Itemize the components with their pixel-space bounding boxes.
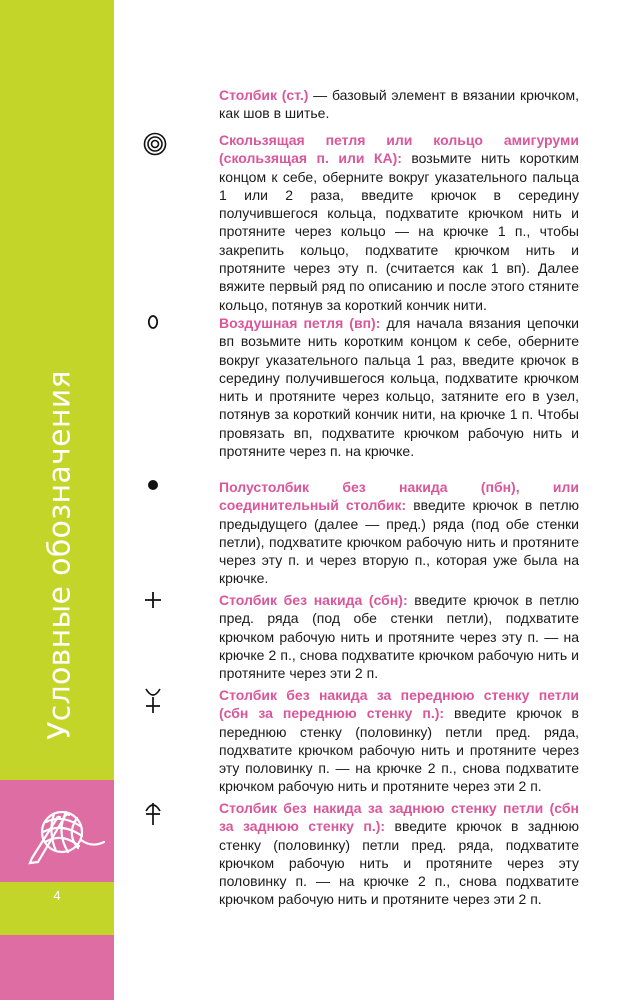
entry-text: введите крючок в заднюю стенку (половинку) петли пред. ряда, подхватите крючком рабочую нить и протяните через эту половинку п. — на крючке 2 п., снова подхватите крючком рабочую нить и протяните через эти 2 п.	[219, 818, 579, 908]
chain-stitch-symbol-icon	[146, 314, 160, 330]
legend-entry-chain-stitch	[219, 314, 579, 460]
magic-ring-symbol-icon	[142, 131, 168, 157]
entry-term: Столбик без накида за переднюю стенку петли (сбн за переднюю стенку п.):	[219, 687, 579, 722]
entry-text: введите крючок в переднюю стенку (половинку) петли пред. ряда, подхватите крючком рабочую нить и протяните через эту половинку п. — на крючке 2 п., снова подхватите крючком рабочую нить и протяните через эти 2 п.	[219, 705, 579, 795]
legend-entry-magic-ring	[219, 131, 579, 314]
sidebar-bottom-band	[0, 935, 114, 1000]
legend-entry-back-loop-sc	[219, 799, 579, 909]
entry-term: Скользящая петля или кольцо амигуруми (скользящая п. или КА):	[219, 132, 579, 167]
entry-text: возьмите нить коротким концом к себе, оберните вокруг указательного пальца 1 или 2 раза, введите крючок в середину получившегося кольца, подхватите крючком нить и протяните через кольцо — на крючке 1 п., чтобы закрепить кольцо, подхватите крючком нить и протяните через эту п. (считается как 1 вп). Далее вяжите первый ряд по описанию и после этого стяните кольцо, потянув за короткий кончик нити.	[219, 150, 579, 313]
legend-entry-slip-stitch	[219, 478, 579, 588]
entry-text: для начала вязания цепочки вп возьмите нить коротким концом к себе, оберните вокруг указательного пальца 1 раз, введите крючок в середину получившегося кольца, подхватите крючком нить и протяните через кольцо, затяните его в узел, потянув за короткий кончик нити, на крючке 1 п. Чтобы провязать вп, подхватите крючком рабочую нить и протяните через п. на крючке.	[219, 315, 580, 460]
entry-text: введите крючок в петлю предыдущего (далее — пред.) ряда (под обе стенки петли), подхватите крючком рабочую нить и протяните через эту п. и через вторую п., которая уже была на крючке.	[219, 497, 579, 587]
entry-term: Столбик (ст.)	[219, 87, 309, 103]
slip-stitch-symbol-icon	[146, 478, 160, 492]
entry-term: Столбик без накида (сбн):	[219, 592, 408, 608]
legend-entry-single-crochet	[219, 591, 579, 682]
back-loop-single-crochet-symbol-icon	[143, 800, 163, 826]
entry-term: Воздушная петля (вп):	[219, 315, 381, 331]
section-title: Условные обозначения	[42, 370, 78, 740]
single-crochet-symbol-icon	[144, 591, 162, 609]
legend-entry-double-crochet	[219, 86, 579, 123]
entry-term: Полустолбик без накида (пбн), или соединительный столбик:	[219, 479, 579, 514]
front-loop-single-crochet-symbol-icon	[143, 688, 163, 714]
legend-entry-front-loop-sc	[219, 686, 579, 796]
entry-text: введите крючок в петлю пред. ряда (под обе стенки петли), подхватите крючком рабочую нить и протяните через эту п. — на крючке 2 п., снова подхватите крючком рабочую нить и протяните через эти 2 п.	[219, 592, 579, 682]
entry-text: — базовый элемент в вязании крючком, как шов в шитье.	[219, 87, 579, 122]
page-number: 4	[53, 888, 61, 903]
entry-term: Столбик без накида за заднюю стенку петли (сбн за заднюю стенку п.):	[219, 800, 579, 835]
yarn-ball-icon	[26, 790, 106, 870]
